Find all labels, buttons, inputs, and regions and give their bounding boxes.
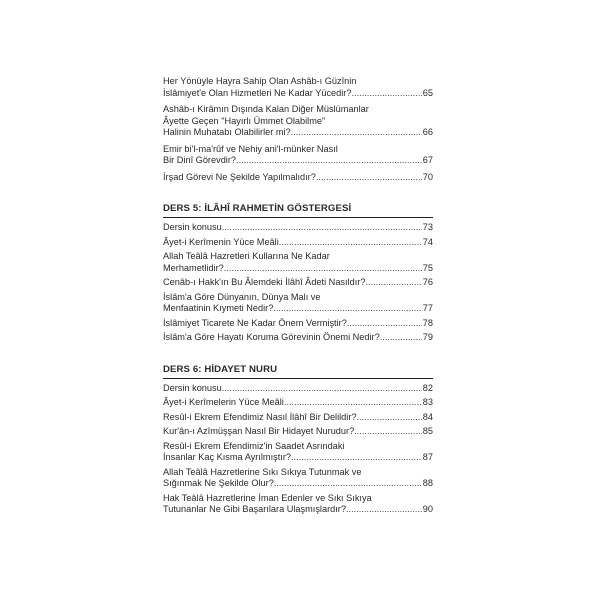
page-number: 87 xyxy=(422,452,433,462)
toc-entry-line xyxy=(163,104,433,116)
toc-entry-text: Ashâb-ı Kirâmın Dışında Kalan Diğer Müslümanlar xyxy=(163,104,369,114)
toc-entry-text: Âyet-i Kerîmenin Yüce Meâli xyxy=(163,236,279,247)
toc-entry xyxy=(163,441,433,464)
toc-entry-text: İslâm'a Göre Dünyanın, Dünya Malı ve xyxy=(163,291,321,302)
toc-entry-line xyxy=(163,116,433,128)
dot-leader xyxy=(273,303,421,315)
toc-entry-text: Her Yönüyle Hayra Sahip Olan Ashâb-ı Güzînin xyxy=(163,76,357,86)
page-number: 84 xyxy=(422,411,433,422)
toc-entry-text: İrşad Görevi Ne Şekilde Yapılmalıdır? xyxy=(163,171,316,182)
toc-entry xyxy=(163,144,433,167)
section-title: DERS 6: HİDAYET NURU xyxy=(163,364,433,379)
toc-entry-line xyxy=(163,88,433,100)
toc-entry-text: Hak Teâlâ Hazretlerine İman Edenler ve Sıkı Sıkıya xyxy=(163,492,372,503)
toc-entry xyxy=(163,412,433,424)
page-number: 79 xyxy=(422,332,433,342)
page-number: 73 xyxy=(422,222,433,232)
toc-entry xyxy=(163,426,433,438)
dot-leader xyxy=(222,383,422,395)
dot-leader xyxy=(279,237,422,249)
dot-leader xyxy=(380,332,422,344)
toc-entry-line xyxy=(163,412,433,424)
page-number: 85 xyxy=(422,426,433,436)
page-number: 82 xyxy=(422,382,433,393)
toc-entry-line xyxy=(163,251,433,263)
page-number: 90 xyxy=(422,504,433,514)
toc-entry-text: Halinin Muhatabı Olabilirler mi? xyxy=(163,127,291,137)
toc-entry-line xyxy=(163,263,433,275)
toc-entry-text: Allah Teâlâ Hazretleri Kullarına Ne Kadar xyxy=(163,251,330,261)
toc-entry-text: İslâmiyet Ticarete Ne Kadar Önem Vermiştir? xyxy=(163,317,347,328)
toc-entry-text: İnsanlar Kaç Kısma Ayrılmıştır? xyxy=(163,452,291,462)
dot-leader xyxy=(346,504,422,516)
page-number: 67 xyxy=(422,155,433,165)
toc-entry xyxy=(163,383,433,395)
toc-entry-text: Sığınmak Ne Şekilde Olur? xyxy=(163,478,274,488)
toc-entry-line xyxy=(163,383,433,395)
toc-entry-line xyxy=(163,426,433,438)
toc-entry-text: Menfaatinin Kıymeti Nedir? xyxy=(163,303,274,313)
toc-entry-line xyxy=(163,318,433,330)
toc-entry-line xyxy=(163,222,433,234)
toc-entry xyxy=(163,76,433,99)
toc-sections xyxy=(163,203,433,516)
dot-leader xyxy=(365,277,421,289)
dot-leader xyxy=(291,127,422,139)
toc-entry xyxy=(163,104,433,139)
dot-leader xyxy=(291,452,422,464)
toc-entry xyxy=(163,222,433,234)
toc-entry-line xyxy=(163,452,433,464)
toc-entry xyxy=(163,493,433,516)
toc-entry xyxy=(163,172,433,184)
toc-entry xyxy=(163,318,433,330)
toc-entry-line xyxy=(163,127,433,139)
toc-entry-line xyxy=(163,144,433,156)
dot-leader xyxy=(224,263,422,275)
toc-entry-line xyxy=(163,504,433,516)
page-number: 66 xyxy=(422,127,433,137)
toc-entry-text: Resûl-i Ekrem Efendimiz'in Saadet Asrındaki xyxy=(163,440,345,451)
toc-section xyxy=(163,203,433,344)
page-number: 75 xyxy=(422,262,433,273)
toc-entry-text: Bir Dinî Görevdir? xyxy=(163,155,237,165)
toc-entry-text: Dersin konusu xyxy=(163,382,222,393)
toc-intro-entries xyxy=(163,76,433,183)
dot-leader xyxy=(222,222,422,234)
toc-entry xyxy=(163,237,433,249)
toc-entry-line xyxy=(163,478,433,490)
toc-entry-text: Âyette Geçen "Hayırlı Ümmet Olabilme" xyxy=(163,115,326,126)
toc-entry-line xyxy=(163,467,433,479)
dot-leader xyxy=(354,426,422,438)
toc-entry-text: Dersin konusu xyxy=(163,222,222,232)
dot-leader xyxy=(284,397,422,409)
toc-entry-text: Merhametlidir? xyxy=(163,262,224,273)
toc-entry-line xyxy=(163,292,433,304)
page-number: 74 xyxy=(422,236,433,247)
toc-entry xyxy=(163,467,433,490)
page-number: 70 xyxy=(422,171,433,182)
page-number: 88 xyxy=(422,478,433,488)
toc-entry xyxy=(163,397,433,409)
toc-entry xyxy=(163,332,433,344)
toc-entry-text: Emir bi'l-ma'rûf ve Nehiy ani'l-münker Nasıl xyxy=(163,143,338,154)
toc-entry-line xyxy=(163,493,433,505)
toc-entry-line xyxy=(163,332,433,344)
toc-section xyxy=(163,364,433,516)
toc-entry-text: Allah Teâlâ Hazretlerine Sıkı Sıkıya Tutunmak ve xyxy=(163,466,362,477)
dot-leader xyxy=(347,318,422,330)
toc-entry-text: Cenâb-ı Hakk'ın Bu Âlemdeki İlâhî Âdeti Nasıldır? xyxy=(163,277,366,287)
toc-entry-line xyxy=(163,303,433,315)
page-number: 76 xyxy=(422,277,433,287)
toc-entry xyxy=(163,277,433,289)
toc-entry-line xyxy=(163,397,433,409)
toc-entry-text: İslâmiyet'e Olan Hizmetleri Ne Kadar Yücedir? xyxy=(163,87,352,98)
toc-entry-text: İslâm'a Göre Hayatı Koruma Görevinin Önemi Nedir? xyxy=(163,332,380,342)
toc-entry-text: Âyet-i Kerîmelerin Yüce Meâli xyxy=(163,397,284,407)
page-number: 78 xyxy=(422,317,433,328)
toc-entry xyxy=(163,251,433,274)
dot-leader xyxy=(274,478,422,490)
dot-leader xyxy=(316,172,422,184)
toc-entry-line xyxy=(163,441,433,453)
toc-entry xyxy=(163,292,433,315)
dot-leader xyxy=(357,412,422,424)
toc-entry-line xyxy=(163,277,433,289)
table-of-contents xyxy=(163,76,433,519)
toc-entry-text: Tutunanlar Ne Gibi Başarılara Ulaşmışlardır? xyxy=(163,504,346,514)
dot-leader xyxy=(351,88,421,100)
toc-entry-line xyxy=(163,155,433,167)
toc-entry-text: Kur'ân-ı Azîmüşşan Nasıl Bir Hidayet Nurudur? xyxy=(163,426,355,436)
section-title: DERS 5: İLÂHÎ RAHMETİN GÖSTERGESİ xyxy=(163,203,433,218)
page-number: 77 xyxy=(422,303,433,313)
toc-entry-text: Resûl-i Ekrem Efendimiz Nasıl İlâhî Bir Delildir? xyxy=(163,411,357,422)
page-number: 65 xyxy=(422,87,433,98)
page-number: 83 xyxy=(422,397,433,407)
toc-entry-line xyxy=(163,237,433,249)
toc-entry-line xyxy=(163,172,433,184)
toc-entry-line xyxy=(163,76,433,88)
dot-leader xyxy=(236,155,422,167)
